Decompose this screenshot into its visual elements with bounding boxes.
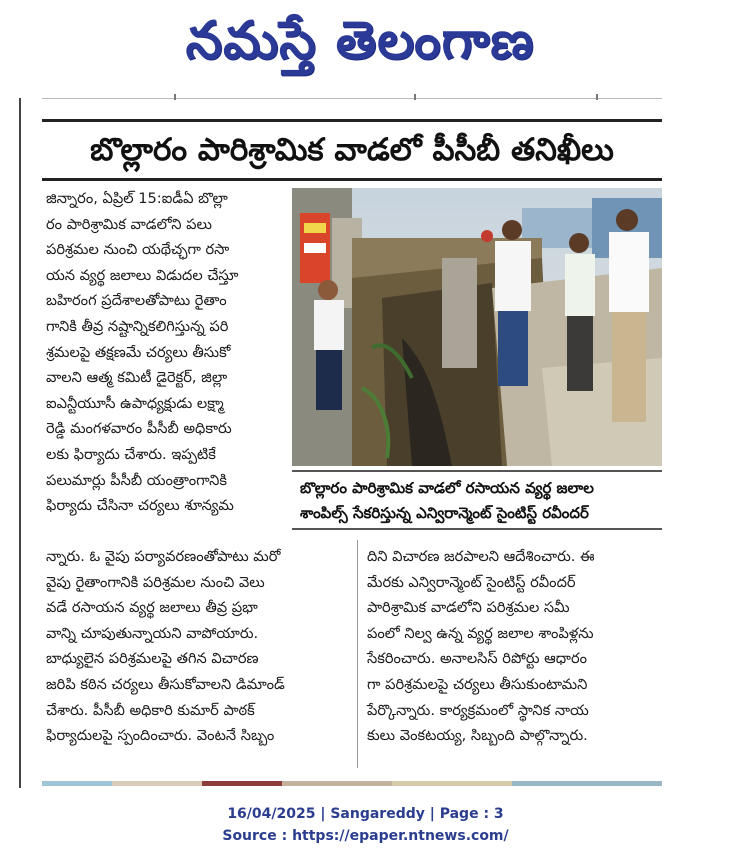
column-tick — [174, 94, 176, 100]
page-edge-rule — [19, 98, 21, 788]
article-column-bottom-right: దిని విచారణ జరపాలని ఆదేశించారు. ఈ మేరకు ఎన్విరాన్మెంట్ సైంటిస్ట్ రవీందర్ పారిశ్రామిక వాడలోని పరిశ్రమల సమీ పంలో నిల్వ ఉన్న వ్యర్థ జలాల శాంపిళ్లను సేకరించారు. అనాలసిస్ రిపోర్టు ఆధారం గా పరిశ్రమలపై చర్యలు తీసుకుంటామని పేర్కొన్నారు. కార్యక్రమంలో స్థానిక నాయ కులు వెంకటయ్య, సిబ్బంది పాల్గొన్నారు. — [367, 548, 595, 745]
footer-source-link[interactable]: Source : https://epaper.ntnews.com/ — [222, 828, 509, 844]
footer-date-line: 16/04/2025 | Sangareddy | Page : 3 — [227, 806, 504, 822]
next-article-strip — [42, 776, 662, 786]
headline-box — [42, 119, 662, 181]
article-column-left: జిన్నారం, ఏప్రిల్ 15:ఐడీఏ బొల్లా రం పారిశ్రామిక వాడలోని పలు పరిశ్రమల నుంచి యథేచ్ఛగా రసా యన వ్యర్థ జలాలు విడుదల చేస్తూ బహిరంగ ప్రదేశాలతోపాటు రైతాం గానికి తీవ్ర నష్టాన్నికలిగిస్తున్న పరి శ్రమలపై తక్షణమే చర్యలు తీసుకో వాలని ఆత్మ కమిటీ డైరెక్టర్, జిల్లా ఐఎన్టీయూసీ ఉపాధ్యక్షుడు లక్ష్మా రెడ్డి మంగళవారం పీసీబీ అధికారు లకు ఫిర్యాదు చేశారు. ఇప్పటికే పలుమార్లు పీసీబీ యంత్రాంగానికి ఫిర్యాదు చేసినా చర్యలు శూన్యమ — [46, 190, 239, 515]
masthead — [0, 0, 731, 80]
column-tick — [596, 94, 598, 100]
photo-caption-box — [292, 470, 662, 530]
person-3 — [565, 233, 595, 391]
person-2 — [495, 220, 531, 386]
newspaper-logo: నమస్తే తెలంగాణ — [185, 11, 535, 71]
top-rule — [42, 98, 662, 99]
photo-illustration — [292, 188, 662, 466]
column-tick — [414, 94, 416, 100]
column-divider — [357, 540, 358, 768]
person-4 — [609, 209, 649, 422]
article-column-bottom-left: న్నారు. ఓ వైపు పర్యావరణంతోపాటు మరో వైపు రైతాంగానికి పరిశ్రమల నుంచి వెలు వడే రసాయన వ్యర్థ జలాలు తీవ్ర ప్రభా వాన్ని చూపుతున్నాయని వాపోయారు. బాధ్యులైన పరిశ్రమలపై తగిన విచారణ జరిపి కఠిన చర్యలు తీసుకోవాలని డిమాండ్ చేశారు. పీసీబీ అధికారి కుమార్ పాఠక్ ఫిర్యాదులపై స్పందించారు. వెంటనే సిబ్బం — [46, 548, 285, 745]
photo-caption: బొల్లారం పారిశ్రామిక వాడలో రసాయన వ్యర్థ జలాల శాంపిల్స్ సేకరిస్తున్న ఎన్విరాన్మెంట్ సైంటిస్ట్ రవీందర్ — [300, 479, 594, 522]
article-headline: బొల్లారం పారిశ్రామిక వాడలో పీసీబీ తనిఖీలు — [90, 132, 614, 168]
article-photo — [292, 188, 662, 466]
